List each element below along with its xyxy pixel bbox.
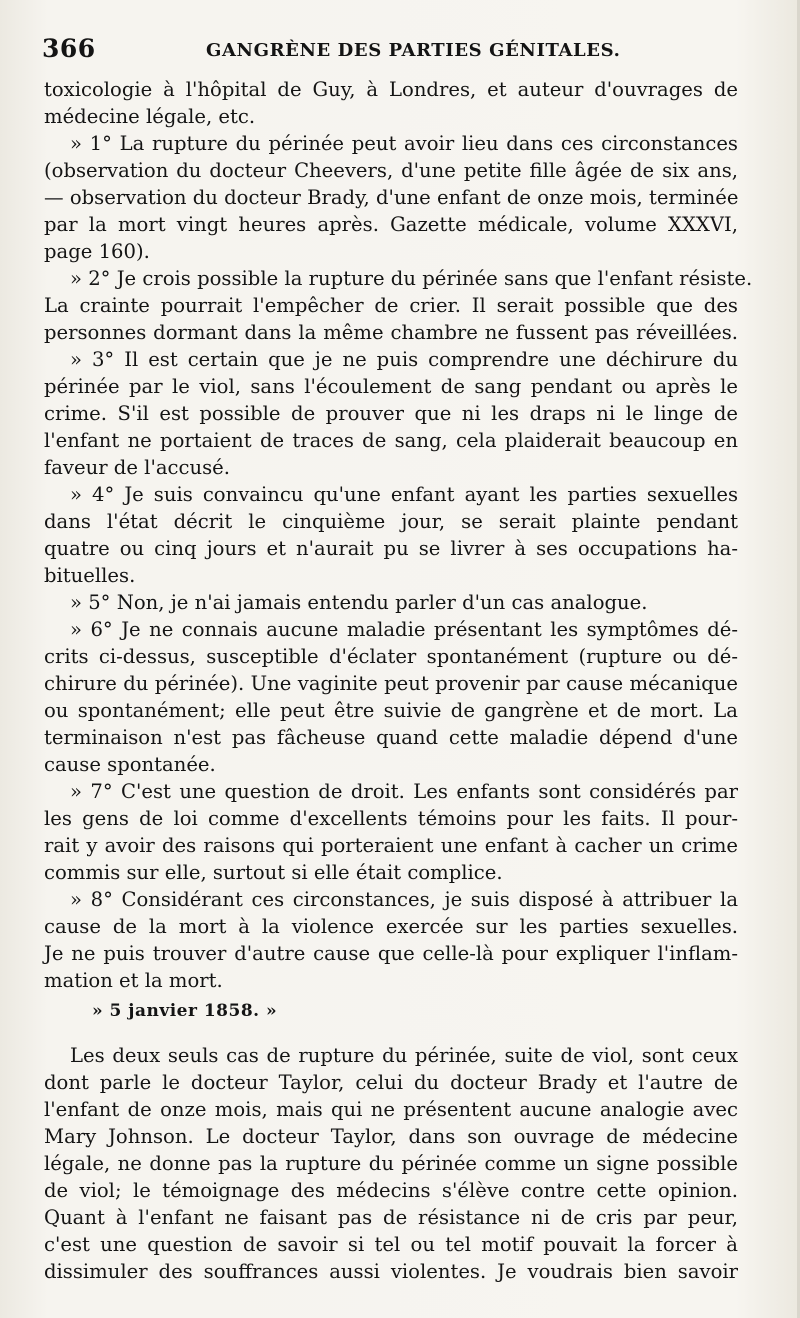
text-line: dissimuler des souffrances aussi violentes. Je voudrais bien savoir bbox=[44, 1260, 738, 1283]
text-line: par la mort vingt heures après. Gazette médicale, volume XXXVI, bbox=[44, 213, 738, 236]
text-line: périnée par le viol, sans l'écoulement de sang pendant ou après le bbox=[44, 375, 738, 398]
text-line: mation et la mort. bbox=[44, 969, 223, 992]
text-line: l'enfant ne portaient de traces de sang, cela plaiderait beaucoup en bbox=[44, 429, 738, 452]
text-line: bituelles. bbox=[44, 564, 136, 587]
text-line: terminaison n'est pas fâcheuse quand cette maladie dépend d'une bbox=[44, 726, 738, 749]
text-line: Je ne puis trouver d'autre cause que celle-là pour expliquer l'inflam- bbox=[44, 942, 738, 965]
text-line: Quant à l'enfant ne faisant pas de résistance ni de cris par peur, bbox=[44, 1206, 738, 1229]
running-head bbox=[42, 34, 742, 68]
text-line: La crainte pourrait l'empêcher de crier. Il serait possible que des bbox=[44, 294, 738, 317]
text-line: personnes dormant dans la même chambre ne fussent pas réveillées. bbox=[44, 321, 738, 344]
text-line: page 160). bbox=[44, 240, 150, 263]
text-line: cause de la mort à la violence exercée sur les parties sexuelles. bbox=[44, 915, 738, 938]
text-line: Les deux seuls cas de rupture du périnée, suite de viol, sont ceux bbox=[70, 1044, 738, 1067]
text-line: » 5 janvier 1858. » bbox=[92, 1001, 278, 1021]
running-title: GANGRÈNE DES PARTIES GÉNITALES. bbox=[206, 40, 621, 61]
text-line: Mary Johnson. Le docteur Taylor, dans son ouvrage de médecine bbox=[44, 1125, 738, 1148]
text-line: faveur de l'accusé. bbox=[44, 456, 230, 479]
text-line: » 8° Considérant ces circonstances, je suis disposé à attribuer la bbox=[70, 888, 738, 911]
text-line: » 4° Je suis convaincu qu'une enfant ayant les parties sexuelles bbox=[70, 483, 738, 506]
text-line: » 1° La rupture du périnée peut avoir lieu dans ces circonstances bbox=[70, 132, 738, 155]
text-line: chirure du périnée). Une vaginite peut provenir par cause mécanique bbox=[44, 672, 738, 695]
text-line: commis sur elle, surtout si elle était complice. bbox=[44, 861, 503, 884]
text-line: quatre ou cinq jours et n'aurait pu se livrer à ses occupations ha- bbox=[44, 537, 738, 560]
text-line: » 5° Non, je n'ai jamais entendu parler d'un cas analogue. bbox=[70, 591, 648, 614]
text-line: — observation du docteur Brady, d'une enfant de onze mois, terminée bbox=[44, 186, 739, 209]
text-line: crime. S'il est possible de prouver que ni les draps ni le linge de bbox=[44, 402, 738, 425]
text-line: » 3° Il est certain que je ne puis comprendre une déchirure du bbox=[70, 348, 738, 371]
text-line: (observation du docteur Cheevers, d'une petite fille âgée de six ans, bbox=[44, 159, 738, 182]
text-line: rait y avoir des raisons qui porteraient une enfant à cacher un crime bbox=[44, 834, 738, 857]
text-line: dont parle le docteur Taylor, celui du docteur Brady et l'autre de bbox=[44, 1071, 738, 1094]
page-number: 366 bbox=[42, 34, 96, 63]
text-line: » 6° Je ne connais aucune maladie présentant les symptômes dé- bbox=[70, 618, 738, 641]
text-line: de viol; le témoignage des médecins s'élève contre cette opinion. bbox=[44, 1179, 738, 1202]
text-line: médecine légale, etc. bbox=[44, 105, 256, 128]
text-line: c'est une question de savoir si tel ou tel motif pouvait la forcer à bbox=[44, 1233, 738, 1256]
text-line: crits ci-dessus, susceptible d'éclater spontanément (rupture ou dé- bbox=[44, 645, 738, 668]
text-line: toxicologie à l'hôpital de Guy, à Londres, et auteur d'ouvrages de bbox=[44, 78, 738, 101]
text-line: légale, ne donne pas la rupture du périnée comme un signe possible bbox=[44, 1152, 738, 1175]
text-line: dans l'état décrit le cinquième jour, se serait plainte pendant bbox=[44, 510, 738, 533]
text-line: les gens de loi comme d'excellents témoins pour les faits. Il pour- bbox=[44, 807, 738, 830]
text-line: l'enfant de onze mois, mais qui ne présentent aucune analogie avec bbox=[44, 1098, 738, 1121]
text-line: ou spontanément; elle peut être suivie de gangrène et de mort. La bbox=[44, 699, 738, 722]
text-line: » 7° C'est une question de droit. Les enfants sont considérés par bbox=[70, 780, 738, 803]
body-text bbox=[44, 76, 753, 1285]
text-line: cause spontanée. bbox=[44, 753, 216, 776]
text-line: » 2° Je crois possible la rupture du périnée sans que l'enfant résiste. bbox=[70, 267, 753, 290]
